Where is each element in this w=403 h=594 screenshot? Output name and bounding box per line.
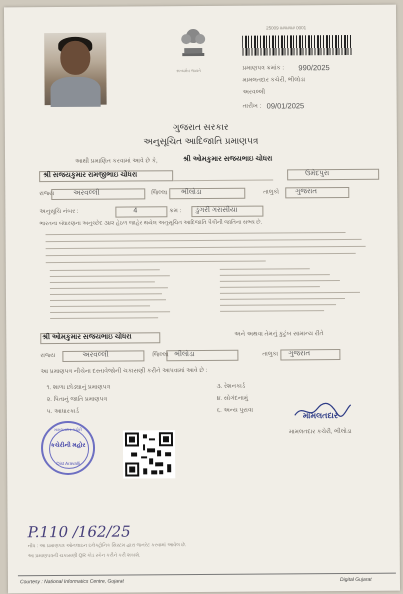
doc-item: ૪. સોગંદનામું bbox=[216, 395, 249, 402]
certificate-sheet: સત્યમેવ જયતે 25009 ###### 0001 પ્રમાણપત્ર ક્રમાંક : 990/2025 મામલતદાર કચેરી, ભીલોડા અરવલ્લી તારીખ : 09/01/2025 ગુજરાત સરકાર અનુસૂચિત આદિજાતિ પ્રમાણપત્ર આથી પ્રમાણિત કરવામાં આવે છે કે, શ્રી ઓમકુમાર સજયભાઇ ચોધરા શ્રી સજયકુમાર રામજીભાઇ ચોધરા ઉમેદપુરા રાજ્ય અરવલ્લી જિલ્લા ભીલોડા તાલુકો ગુજરાત અનુસૂચિ નંબર : 4 ક્રમ : ડુંગરી ગરાસીયા ભારતના બંધારણના અનુચ્છેદ ૩૪૨ હેઠળ જાહેર થયેલ અનુસૂચિત આદિજાતિ પૈકીની જાતિના સભ્ય છે. અને અથવા તેમનું કુટુંબ સામાન્ય રીતે શ્રી ઓમકુમાર સજયભાઇ ચોધરા રાજ્ય અરવલ્લી જિલ્લો ભીલોડા તાલુકા ગુજરાત આ પ્રમાણપત્ર નીચેના દસ્તાવેજોની ચકાસણી કરીને આપવામાં આવે છે : ૧. શાળા છોડ્યાનું પ્રમાણપત્ર ૨. પિતાનું જાતિ પ્રમાણપત્ર ૫. આધારકાર્ડ ૩. રેશનકાર્ડ ૪. સોગંદનામું ૬. અન્ય પુરાવા મામલતદાર કચેરી કચેરીની મહોર Dist Aravalli મામલતદાર મામલતદાર કચેરી, ભીલોડા P.110 /162/25 નોંધ : આ પ્રમાણપત્ર ઓનલાઇન ઇલેક્ટ્રોનિક સિસ્ટમ દ્વારા જનરેટ કરવામાં આવેલ છે. આ પ્રમાણપત્રની ચકાસણી QR કોડ સ્કેન કરીને કરી શકાશે. Courtesy : National Informatics Centre, Gujarat Digital Gujarat bbox=[4, 5, 400, 594]
legal-references-block bbox=[46, 229, 366, 263]
district-value-1: અરવલ્લી bbox=[73, 189, 100, 197]
seal-text-bottom: Dist Aravalli bbox=[56, 460, 80, 467]
doc-item: ૨. પિતાનું જાતિ પ્રમાણપત્ર bbox=[46, 396, 108, 404]
seal-text-center: કચેરીની મહોર bbox=[50, 442, 86, 450]
resident-name: શ્રી ઓમકુમાર સજયભાઇ ચોધરા bbox=[42, 333, 132, 342]
govt-heading: ગુજરાત સરકાર bbox=[172, 121, 229, 133]
district-label-1: જિલ્લા bbox=[151, 190, 168, 197]
holder-photo bbox=[44, 33, 107, 105]
father-name: શ્રી સજયકુમાર રામજીભાઇ ચોધરા bbox=[43, 171, 138, 180]
state-emblem-icon bbox=[176, 22, 210, 68]
seal-text-top: મામલતદાર કચેરી bbox=[53, 426, 82, 433]
doc-item: ૫. આધારકાર્ડ bbox=[46, 408, 79, 416]
doc-item: ૬. અન્ય પુરાવા bbox=[216, 407, 254, 414]
date-value: 09/01/2025 bbox=[266, 101, 305, 111]
signature-icon bbox=[293, 401, 353, 419]
signatory-title: મામલતદાર bbox=[302, 411, 339, 421]
emblem-caption: સત્યમેવ જયતે bbox=[176, 68, 201, 74]
issued-to-label: આથી પ્રમાણિત કરવામાં આવે છે કે, bbox=[75, 158, 158, 165]
barcode-number: 25009 ###### 0001 bbox=[266, 25, 307, 31]
handwritten-reference: P.110 /162/25 bbox=[27, 522, 131, 542]
taluka-value-1: ભીલોડા bbox=[181, 189, 202, 197]
lower-heading: અને અથવા તેમનું કુટુંબ સામાન્ય રીતે bbox=[234, 331, 324, 338]
state-value-2: ગુજરાત bbox=[288, 350, 311, 358]
community-value: ડુંગરી ગરાસીયા bbox=[195, 206, 238, 215]
office-seal-stamp bbox=[41, 421, 95, 475]
attached-docs-heading: આ પ્રમાણપત્ર નીચેના દસ્તાવેજોની ચકાસણી કરીને આપવામાં આવે છે : bbox=[40, 367, 208, 376]
footnote-1: નોંધ : આ પ્રમાણપત્ર ઓનલાઇન ઇલેક્ટ્રોનિક સિસ્ટમ દ્વારા જનરેટ કરવામાં આવેલ છે. bbox=[27, 543, 187, 550]
taluka-value-2: ભીલોડા bbox=[174, 351, 195, 359]
district-label-2: જિલ્લો bbox=[152, 352, 169, 359]
doc-item: ૩. રેશનકાર્ડ bbox=[216, 383, 246, 390]
barcode bbox=[242, 35, 352, 56]
footnote-2: આ પ્રમાણપત્રની ચકાસણી QR કોડ સ્કેન કરીને કરી શકાશે. bbox=[27, 553, 141, 560]
certificate-title: અનુસૂચિત આદિજાતિ પ્રમાણપત્ર bbox=[143, 135, 259, 147]
district-line: અરવલ્લી bbox=[242, 89, 266, 96]
cert-no-label: પ્રમાણપત્ર ક્રમાંક : bbox=[242, 65, 285, 72]
footer-left: Courtesy : National Informatics Centre, Gujarat bbox=[19, 578, 124, 586]
state-label: રાજ્ય bbox=[39, 191, 55, 198]
date-label: તારીખ : bbox=[242, 103, 262, 110]
taluka-label-2: તાલુકા bbox=[262, 351, 279, 358]
schedule-no: 4 bbox=[133, 207, 138, 215]
footer-rule bbox=[18, 573, 396, 577]
cert-no-value: 990/2025 bbox=[298, 63, 330, 73]
state-label-2: રાજ્ય bbox=[40, 353, 56, 360]
state-value-1: ગુજરાત bbox=[295, 188, 317, 196]
holder-name: શ્રી ઓમકુમાર સજયભાઇ ચોધરા bbox=[183, 155, 273, 164]
office-line: મામલતદાર કચેરી, ભીલોડા bbox=[242, 77, 306, 84]
body-text-1: ભારતના બંધારણના અનુચ્છેદ ૩૪૨ હેઠળ જાહેર થયેલ અનુસૂચિત આદિજાતિ પૈકીની જાતિના સભ્ય છે. bbox=[39, 219, 263, 228]
verification-qr-code bbox=[123, 430, 175, 478]
village-value: ઉમેદપુરા bbox=[305, 170, 330, 178]
district-value-2: અરવલ્લી bbox=[82, 351, 109, 359]
taluka-label-1: તાલુકો bbox=[263, 189, 280, 196]
doc-item: ૧. શાળા છોડ્યાનું પ્રમાણપત્ર bbox=[46, 384, 111, 392]
schedule-list-left bbox=[50, 266, 180, 319]
schedule-list-right bbox=[220, 265, 370, 312]
footer-right: Digital Gujarat bbox=[339, 576, 372, 584]
signatory-office: મામલતદાર કચેરી, ભીલોડા bbox=[288, 428, 352, 436]
